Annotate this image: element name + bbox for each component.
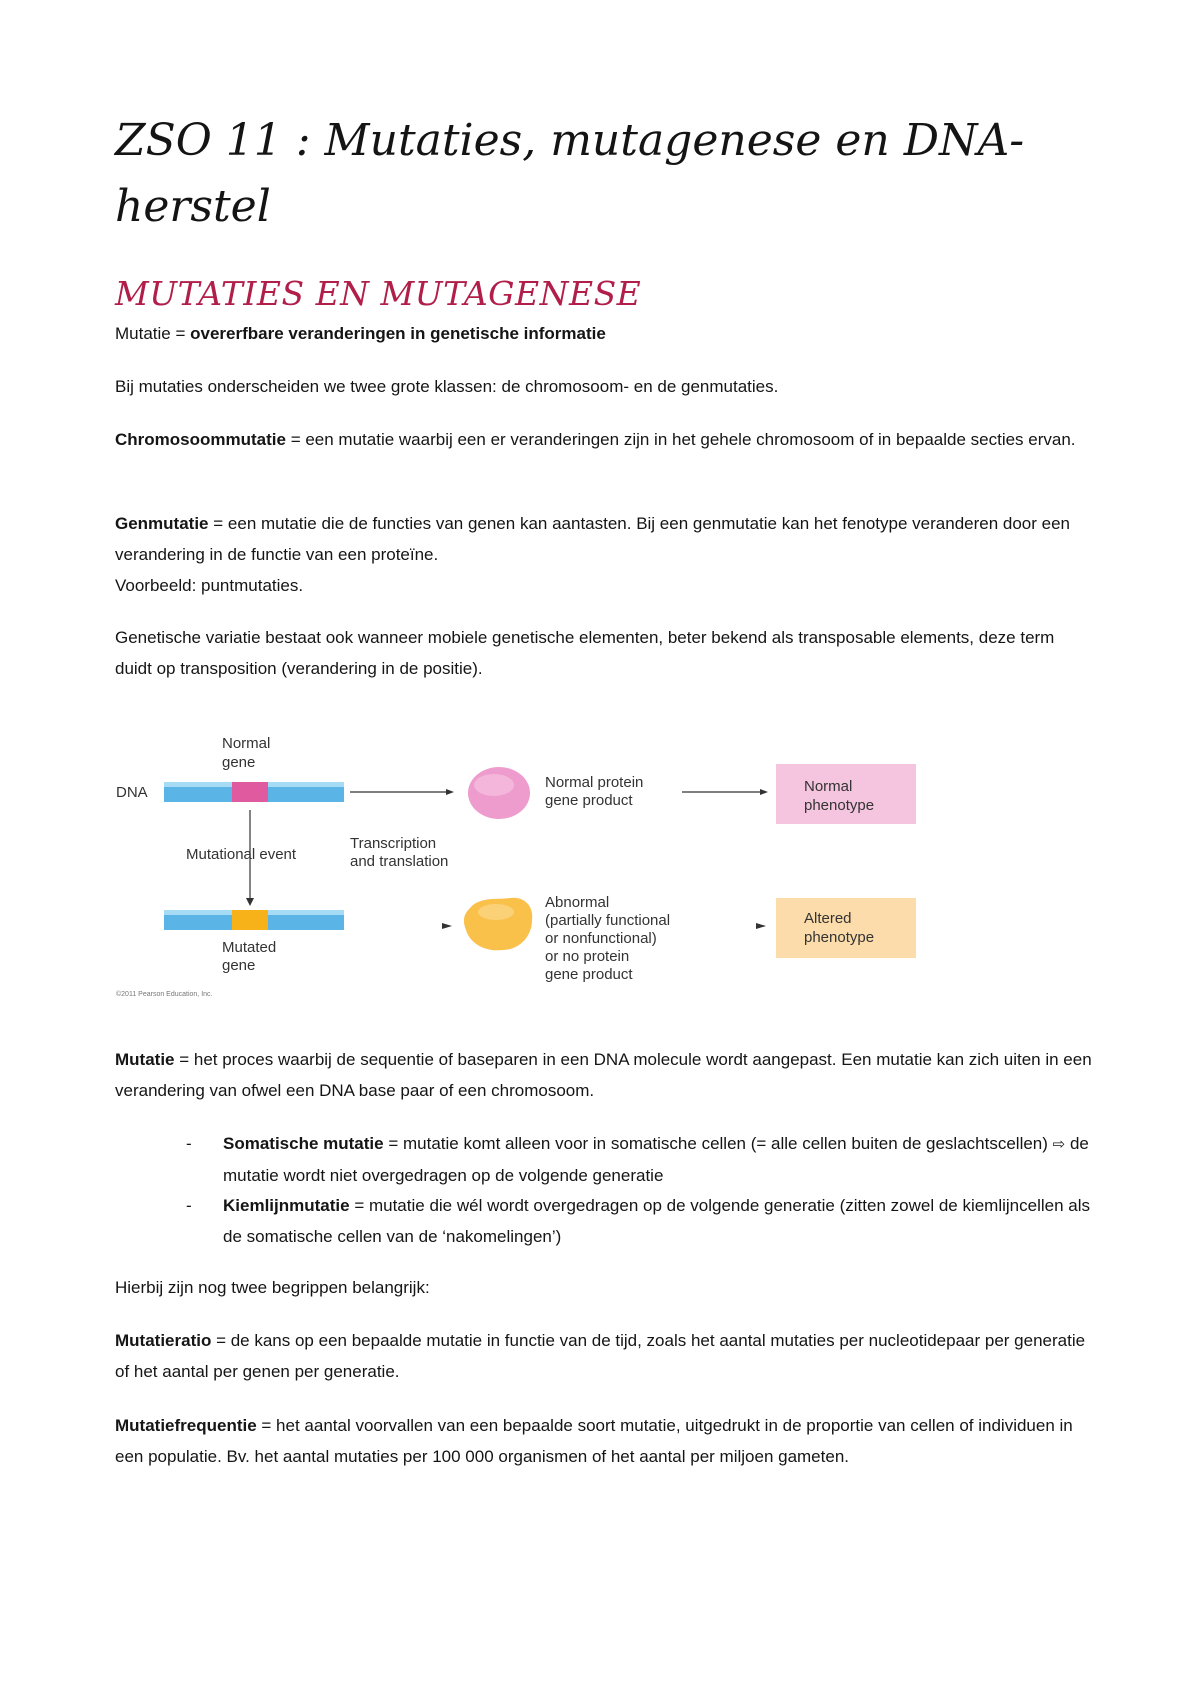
altered-phenotype-label-1: Altered <box>804 910 852 927</box>
mutation-figure <box>0 730 1200 1010</box>
normal-gene-segment <box>232 782 268 802</box>
term-mutatiefrequentie: Mutatiefrequentie <box>115 1416 257 1435</box>
mutated-gene-label-2: gene <box>222 957 256 974</box>
definition-text: overerfbare veranderingen in genetische informatie <box>190 324 606 343</box>
arrow-to-altered-phenotype-head <box>756 923 766 929</box>
definition-text: = een mutatie waarbij een er veranderingen zijn in het gehele chromosoom of in bepaalde secties ervan. <box>285 430 1076 449</box>
normal-protein-label-2: gene product <box>545 792 633 809</box>
term-genmutatie: Genmutatie <box>115 514 209 533</box>
list-dash: - <box>186 1134 192 1153</box>
paragraph-genmutatie <box>115 508 1095 601</box>
abnormal-label-5: gene product <box>545 966 633 983</box>
term-somatische-mutatie: Somatische mutatie <box>223 1134 384 1153</box>
definition-text: = het proces waarbij de sequentie of baseparen in een DNA molecule wordt aangepast. Een mutatie kan zich uiten in een verandering van ofwel een DNA base paar of een chromosoom. <box>115 1050 1092 1100</box>
term-mutatie: Mutatie <box>115 1050 175 1069</box>
definition-text: = mutatie die wél wordt overgedragen op de volgende generatie (zitten zowel de kiemlijncellen als de somatische cellen van de ‘nakomelingen’) <box>223 1196 1090 1246</box>
mutational-event-label: Mutational event <box>186 846 297 863</box>
mutated-gene-segment <box>232 910 268 930</box>
definition-text: = mutatie komt alleen voor in somatische cellen (= alle cellen buiten de geslachtscellen) <box>383 1134 1053 1153</box>
term-mutatieratio: Mutatieratio <box>115 1331 212 1350</box>
arrow-to-normal-phenotype-head <box>760 789 768 795</box>
abnormal-label-3: or nonfunctional) <box>545 930 657 947</box>
normal-phenotype-label-1: Normal <box>804 778 853 795</box>
paragraph-mutatie-proces <box>115 1044 1095 1106</box>
dna-label: DNA <box>116 784 148 801</box>
abnormal-label-2: (partially functional <box>545 912 671 929</box>
term-kiemlijnmutatie: Kiemlijnmutatie <box>223 1196 350 1215</box>
altered-phenotype-label-2: phenotype <box>804 929 875 946</box>
definition-tail-text: de mutatie wordt niet overgedragen op de volgende generatie <box>223 1134 1089 1185</box>
paragraph-klassen: Bij mutaties onderscheiden we twee grote klassen: de chromosoom- en de genmutaties. <box>115 377 779 396</box>
paragraph-transposable: Genetische variatie bestaat ook wanneer mobiele genetische elementen, beter bekend als transposable elements, deze term duidt op transposition (verandering in de positie). <box>115 628 1055 678</box>
definition-text: = het aantal voorvallen van een bepaalde soort mutatie, uitgedrukt in de proportie van cellen of individuen in een populatie. Bv. het aantal mutaties per 100 000 organismen of het aantal per miljoen gameten. <box>115 1416 1073 1466</box>
list-dash: - <box>186 1196 192 1215</box>
arrow-to-abnormal-protein-head <box>442 923 452 929</box>
example-text: Voorbeeld: puntmutaties. <box>115 576 304 595</box>
list-item-text <box>223 1128 1093 1191</box>
mutational-arrow-head <box>246 898 254 906</box>
transcription-label-1: Transcription <box>350 835 437 852</box>
paragraph-mutatiefrequentie <box>115 1410 1095 1472</box>
page-title: ZSO 11 : Mutaties, mutagenese en DNA-herstel <box>115 115 1025 232</box>
term-chromosoommutatie: Chromosoommutatie <box>115 430 286 449</box>
normal-gene-label-2: gene <box>222 754 256 771</box>
normal-phenotype-label-2: phenotype <box>804 797 875 814</box>
section-heading: MUTATIES EN MUTAGENESE <box>115 274 642 313</box>
copyright-text: ©2011 Pearson Education, Inc. <box>116 991 213 998</box>
arrow-right-icon: ⇨ <box>1052 1135 1066 1153</box>
transcription-label-2: and translation <box>350 853 449 870</box>
abnormal-protein-shine <box>478 904 514 920</box>
normal-protein-label-1: Normal protein <box>545 774 644 791</box>
mutated-gene-label-1: Mutated <box>222 939 277 956</box>
normal-protein-shine <box>474 774 514 796</box>
list-item-text <box>223 1190 1093 1252</box>
normal-gene-label-1: Normal <box>222 735 271 752</box>
arrow-to-normal-protein-head <box>446 789 454 795</box>
paragraph-chromosoommutatie <box>115 424 1095 455</box>
paragraph-mutatie-definition <box>115 318 1095 349</box>
abnormal-label-4: or no protein <box>545 948 630 965</box>
paragraph-mutatieratio <box>115 1325 1095 1387</box>
abnormal-label-1: Abnormal <box>545 894 610 911</box>
altered-phenotype-box <box>776 898 916 958</box>
definition-text: = een mutatie die de functies van genen kan aantasten. Bij een genmutatie kan het fenotype veranderen door een verandering in de functie van een proteïne. <box>115 514 1071 564</box>
definition-text: = de kans op een bepaalde mutatie in functie van de tijd, zoals het aantal mutaties per nucleotidepaar per generatie of het aantal per genen per generatie. <box>115 1331 1086 1381</box>
paragraph-begrippen: Hierbij zijn nog twee begrippen belangrijk: <box>115 1278 430 1297</box>
term-text: Mutatie = <box>115 324 191 343</box>
